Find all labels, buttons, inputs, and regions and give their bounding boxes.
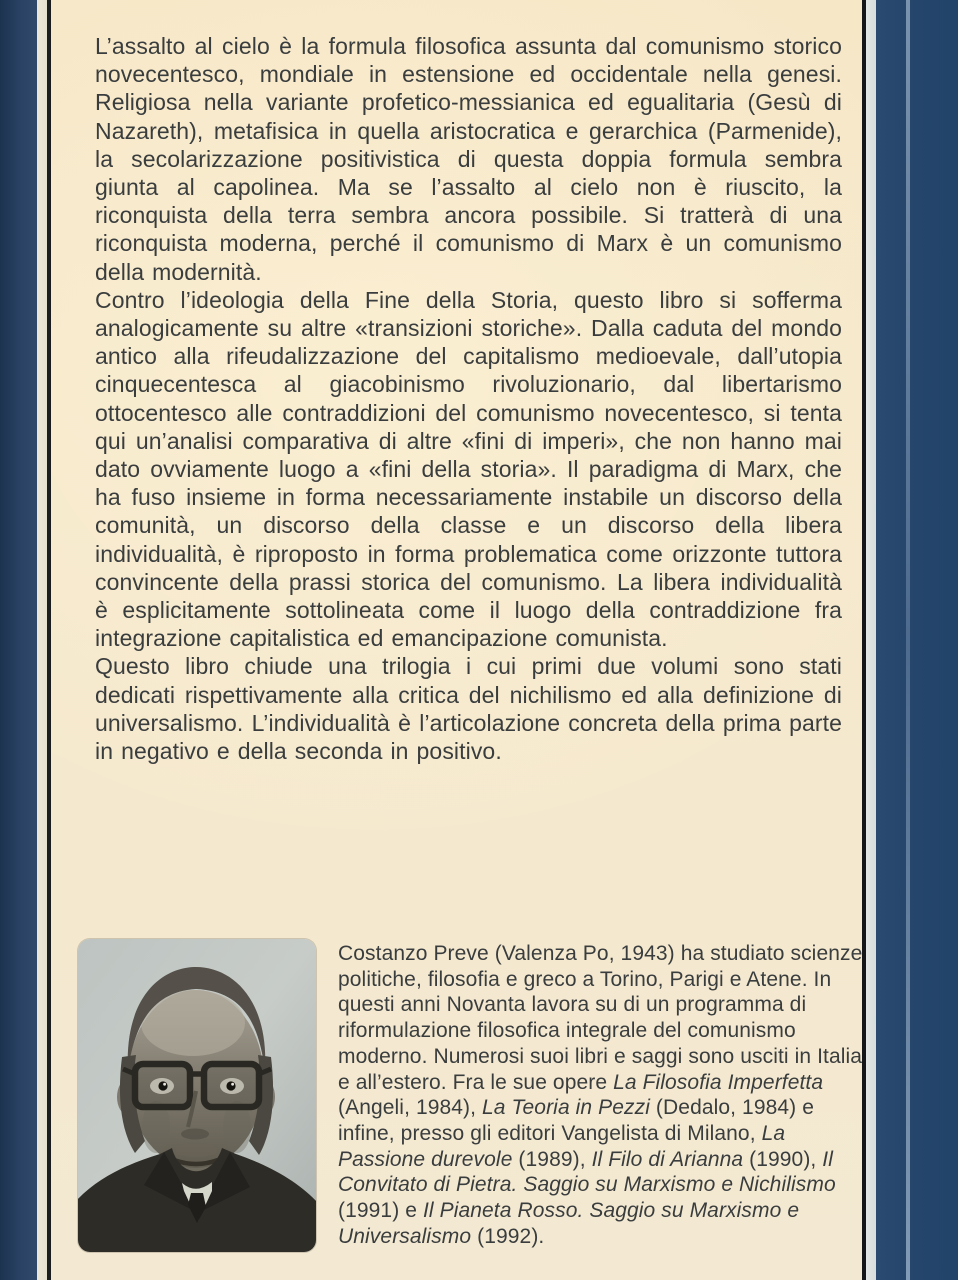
bio-text: (1990), [743,1147,823,1171]
bio-text: (Dedalo, 1984) e infine, presso gli editori Vangelista di Milano, [338,1096,814,1145]
book-spine-right [876,0,958,1280]
cover-edge-strip-right [866,0,876,1280]
cover-edge-strip-left [37,0,47,1280]
bio-text: (1989), [512,1147,592,1171]
bio-text: (Angeli, 1984), [338,1096,483,1120]
bio-book-title: Il Convitato di Pietra. Saggio su Marxismo e Nichilismo [338,1147,836,1197]
bio-book-title: Il Pianeta Rosso. Saggio su Marxismo e Universalismo [338,1199,800,1248]
book-spine-left [0,0,37,1280]
bio-book-title: La Passione durevole [338,1121,786,1171]
author-portrait-illustration [78,939,316,1252]
blurb-paragraph-2: Contro l’ideologia della Fine della Storia, questo libro si sofferma analogicamente su altre «transizioni storiche». Dalla caduta del mondo antico alla rifeudalizzazione del capitalismo medioevale, dall’utopia cinquecentesca al giacobinismo rivoluzionario, dal libertarismo ottocentesco alle contraddizioni del comunismo novecentesco, si tenta qui un’analisi comparativa di altre «fini di imperi», che non hanno mai dato ovviamente luogo a «fini della storia». Il paradigma di Marx, che ha fuso insieme in forma necessariamente instabile un discorso della comunità, un discorso della classe e un discorso della libera individualità, è riproposto in forma problematica come orizzonte tuttora convincente della prassi storica del comunismo. La libera individualità è esplicitamente sottolineata come il luogo della contraddizione fra integrazione capitalistica ed emancipazione comunista. [95,286,842,652]
bio-book-title: La Filosofia Imperfetta [613,1070,824,1094]
back-cover-blurb [95,32,842,765]
author-photo [78,939,316,1252]
author-bio [338,941,870,1249]
bio-text: (1991) e [338,1199,423,1223]
bio-book-title: La Teoria in Pezzi [482,1096,650,1120]
blurb-paragraph-1: L’assalto al cielo è la formula filosofica assunta dal comunismo storico novecentesco, mondiale in estensione ed occidentale nella genesi. Religiosa nella variante profetico-messianica ed egualitaria (Gesù di Nazareth), metafisica in quella aristocratica e gerarchica (Parmenide), la secolarizzazione positivistica di questa doppia formula sembra giunta al capolinea. Ma se l’assalto al cielo non è riuscito, la riconquista della terra sembra ancora possibile. Si tratterà di una riconquista moderna, perché il comunismo di Marx è un comunismo della modernità. [95,33,842,285]
bio-book-title: Il Filo di Arianna [591,1147,744,1171]
spine-crease-highlight [906,0,910,1280]
cover-panel [51,0,862,1280]
bio-text: (1992). [471,1224,545,1248]
blurb-paragraph-3: Questo libro chiude una trilogia i cui primi due volumi sono stati dedicati rispettivamente alla critica del nichilismo ed alla definizione di universalismo. L’individualità è l’articolazione concreta della prima parte in negativo e della seconda in positivo. [95,653,842,765]
bio-text: Costanzo Preve (Valenza Po, 1943) ha studiato scienze politiche, filosofia e greco a Torino, Parigi e Atene. In questi anni Novanta lavora su di un programma di riformulazione filosofica integrale del comunismo moderno. Numerosi suoi libri e saggi sono usciti in Italia e all’estero. Fra le sue opere [338,942,863,1094]
